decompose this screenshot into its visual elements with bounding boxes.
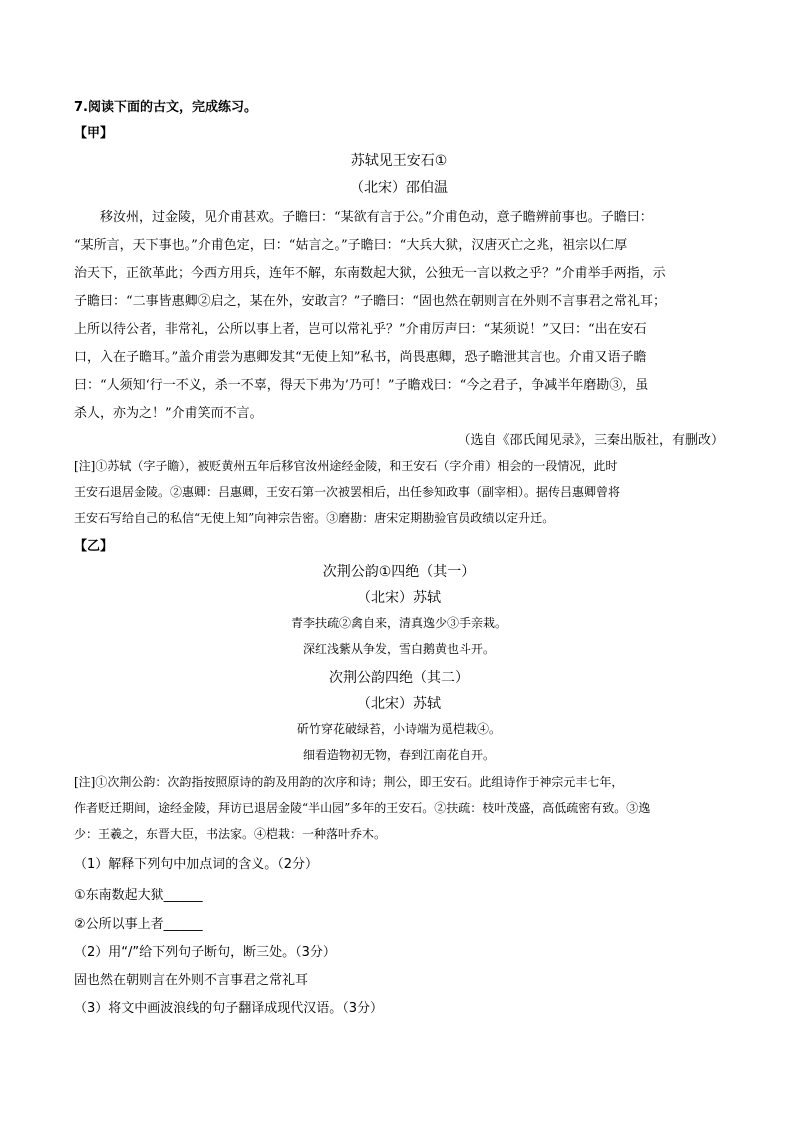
passage-a-note-1: [注]①苏轼（字子瞻），被贬黄州五年后移官汝州途经金陵，和王安石（字介甫）相会的一段情况，此时: [74, 459, 618, 473]
passage-a-line-5: 上所以待公者，非常礼，公所以事上者，岂可以常礼乎？”介甫厉声曰：“某须说！”又曰：“出在安石: [74, 322, 647, 337]
poem-1-author: （北宋）苏轼: [357, 590, 441, 606]
passage-b-note-2: 作者贬迁期间，途经金陵，拜访已退居金陵“半山园”多年的王安石。②扶疏：枝叶茂盛，高低疏密有致。③逸: [74, 801, 651, 815]
poem-1-line-2: 深红浅紫从争发，雪白鹅黄也斗开。: [302, 642, 495, 656]
poem-2-line-1: 斫竹穿花破绿苔，小诗端为觅桤栽④。: [296, 722, 501, 736]
passage-a-line-7: [74, 374, 724, 393]
passage-a-title: 苏轼见王安石①: [350, 153, 448, 169]
passage-a-line-2: “某所言，天下事也。”介甫色定，曰：“姑言之。”子瞻曰：“大兵大狱，汉唐灭亡之兆，祖宗以仁厚: [74, 238, 628, 253]
part-b-label: 【乙】: [74, 539, 114, 554]
passage-a-line-6: 口，入在子瞻耳。”盖介甫尝为惠卿发其“无使上知”私书，尚畏惠卿，恐子瞻泄其言也。介甫又语子瞻: [74, 350, 647, 365]
passage-b-note-1: [注]①次荆公韵：次韵指按照原诗的韵及用韵的次序和诗；荆公，即王安石。此组诗作于神宗元丰七年，: [74, 775, 624, 789]
poem-1-line-1: 青李扶疏②禽自来，清真逸少③手亲栽。: [290, 616, 507, 630]
passage-a-line-1: 移汝州，过金陵，见介甫甚欢。子瞻曰：“某欲有言于公。”介甫色动，意子瞻辨前事也。子瞻曰：: [100, 210, 653, 225]
poem-2-title: 次荆公韵四绝（其二）: [329, 670, 469, 686]
question-header: 7.阅读下面的古文，完成练习。: [74, 100, 257, 115]
passage-a-line-4: [74, 290, 724, 309]
poem-2-author: （北宋）苏轼: [357, 696, 441, 712]
question-2: （2）用“/”给下列句子断句，断三处。（3分）: [74, 945, 336, 960]
wavy-sentence-1: 固也然在朝则言在外则不言事君之常礼耳；: [418, 294, 666, 309]
passage-b-note-3: 少：王羲之，东晋大臣，书法家。④桤栽：一种落叶乔木。: [74, 827, 387, 841]
passage-a-note-2: 王安石退居金陵。②惠卿：吕惠卿，王安石第一次被罢相后，出任参知政事（副宰相）。据传吕惠卿曾将: [74, 485, 621, 499]
passage-a-note-3: 王安石写给自己的私信“无使上知”向神宗告密。③磨勘：唐宋定期勘验官员政绩以定升迁。: [74, 511, 555, 525]
question-1: （1）解释下列句中加点词的含义。（2分）: [74, 857, 319, 872]
poem-2-line-2: 细看造物初无物，春到江南花自开。: [302, 748, 495, 762]
wavy-sentence-2: 人须知‘行一不义，杀一不辜，得天下弗为’乃可: [106, 378, 375, 393]
passage-a-line-3: 治天下，正欲革此；今西方用兵，连年不解，东南数起大狱，公独无一言以救之乎？”介甫举手两指，示: [74, 266, 666, 281]
line-4-lead: 子瞻曰：“二事皆惠卿②启之，某在外，安敢言？”子瞻曰：“: [74, 294, 419, 309]
passage-a-author: （北宋）邵伯温: [350, 180, 448, 196]
passage-a-source: （选自《邵氏闻见录》，三秦出版社，有删改）: [457, 433, 724, 448]
part-a-label: 【甲】: [74, 126, 114, 141]
question-1-item-b: ②公所以事上者______: [74, 917, 203, 932]
poem-1-title: 次荆公韵①四绝（其一）: [322, 564, 476, 580]
question-2-sentence: 固也然在朝则言在外则不言事君之常礼耳: [74, 973, 309, 988]
question-1-item-a: ①东南数起大狱______: [74, 888, 203, 903]
line-7-lead: 曰：“: [74, 378, 107, 393]
line-7-tail: ！”子瞻戏曰：“今之君子，争减半年磨勘③，虽: [374, 378, 649, 393]
question-3: （3）将文中画波浪线的句子翻译成现代汉语。（3分）: [74, 1001, 384, 1016]
passage-a-line-8: 杀人，亦为之！”介甫笑而不言。: [74, 406, 263, 421]
